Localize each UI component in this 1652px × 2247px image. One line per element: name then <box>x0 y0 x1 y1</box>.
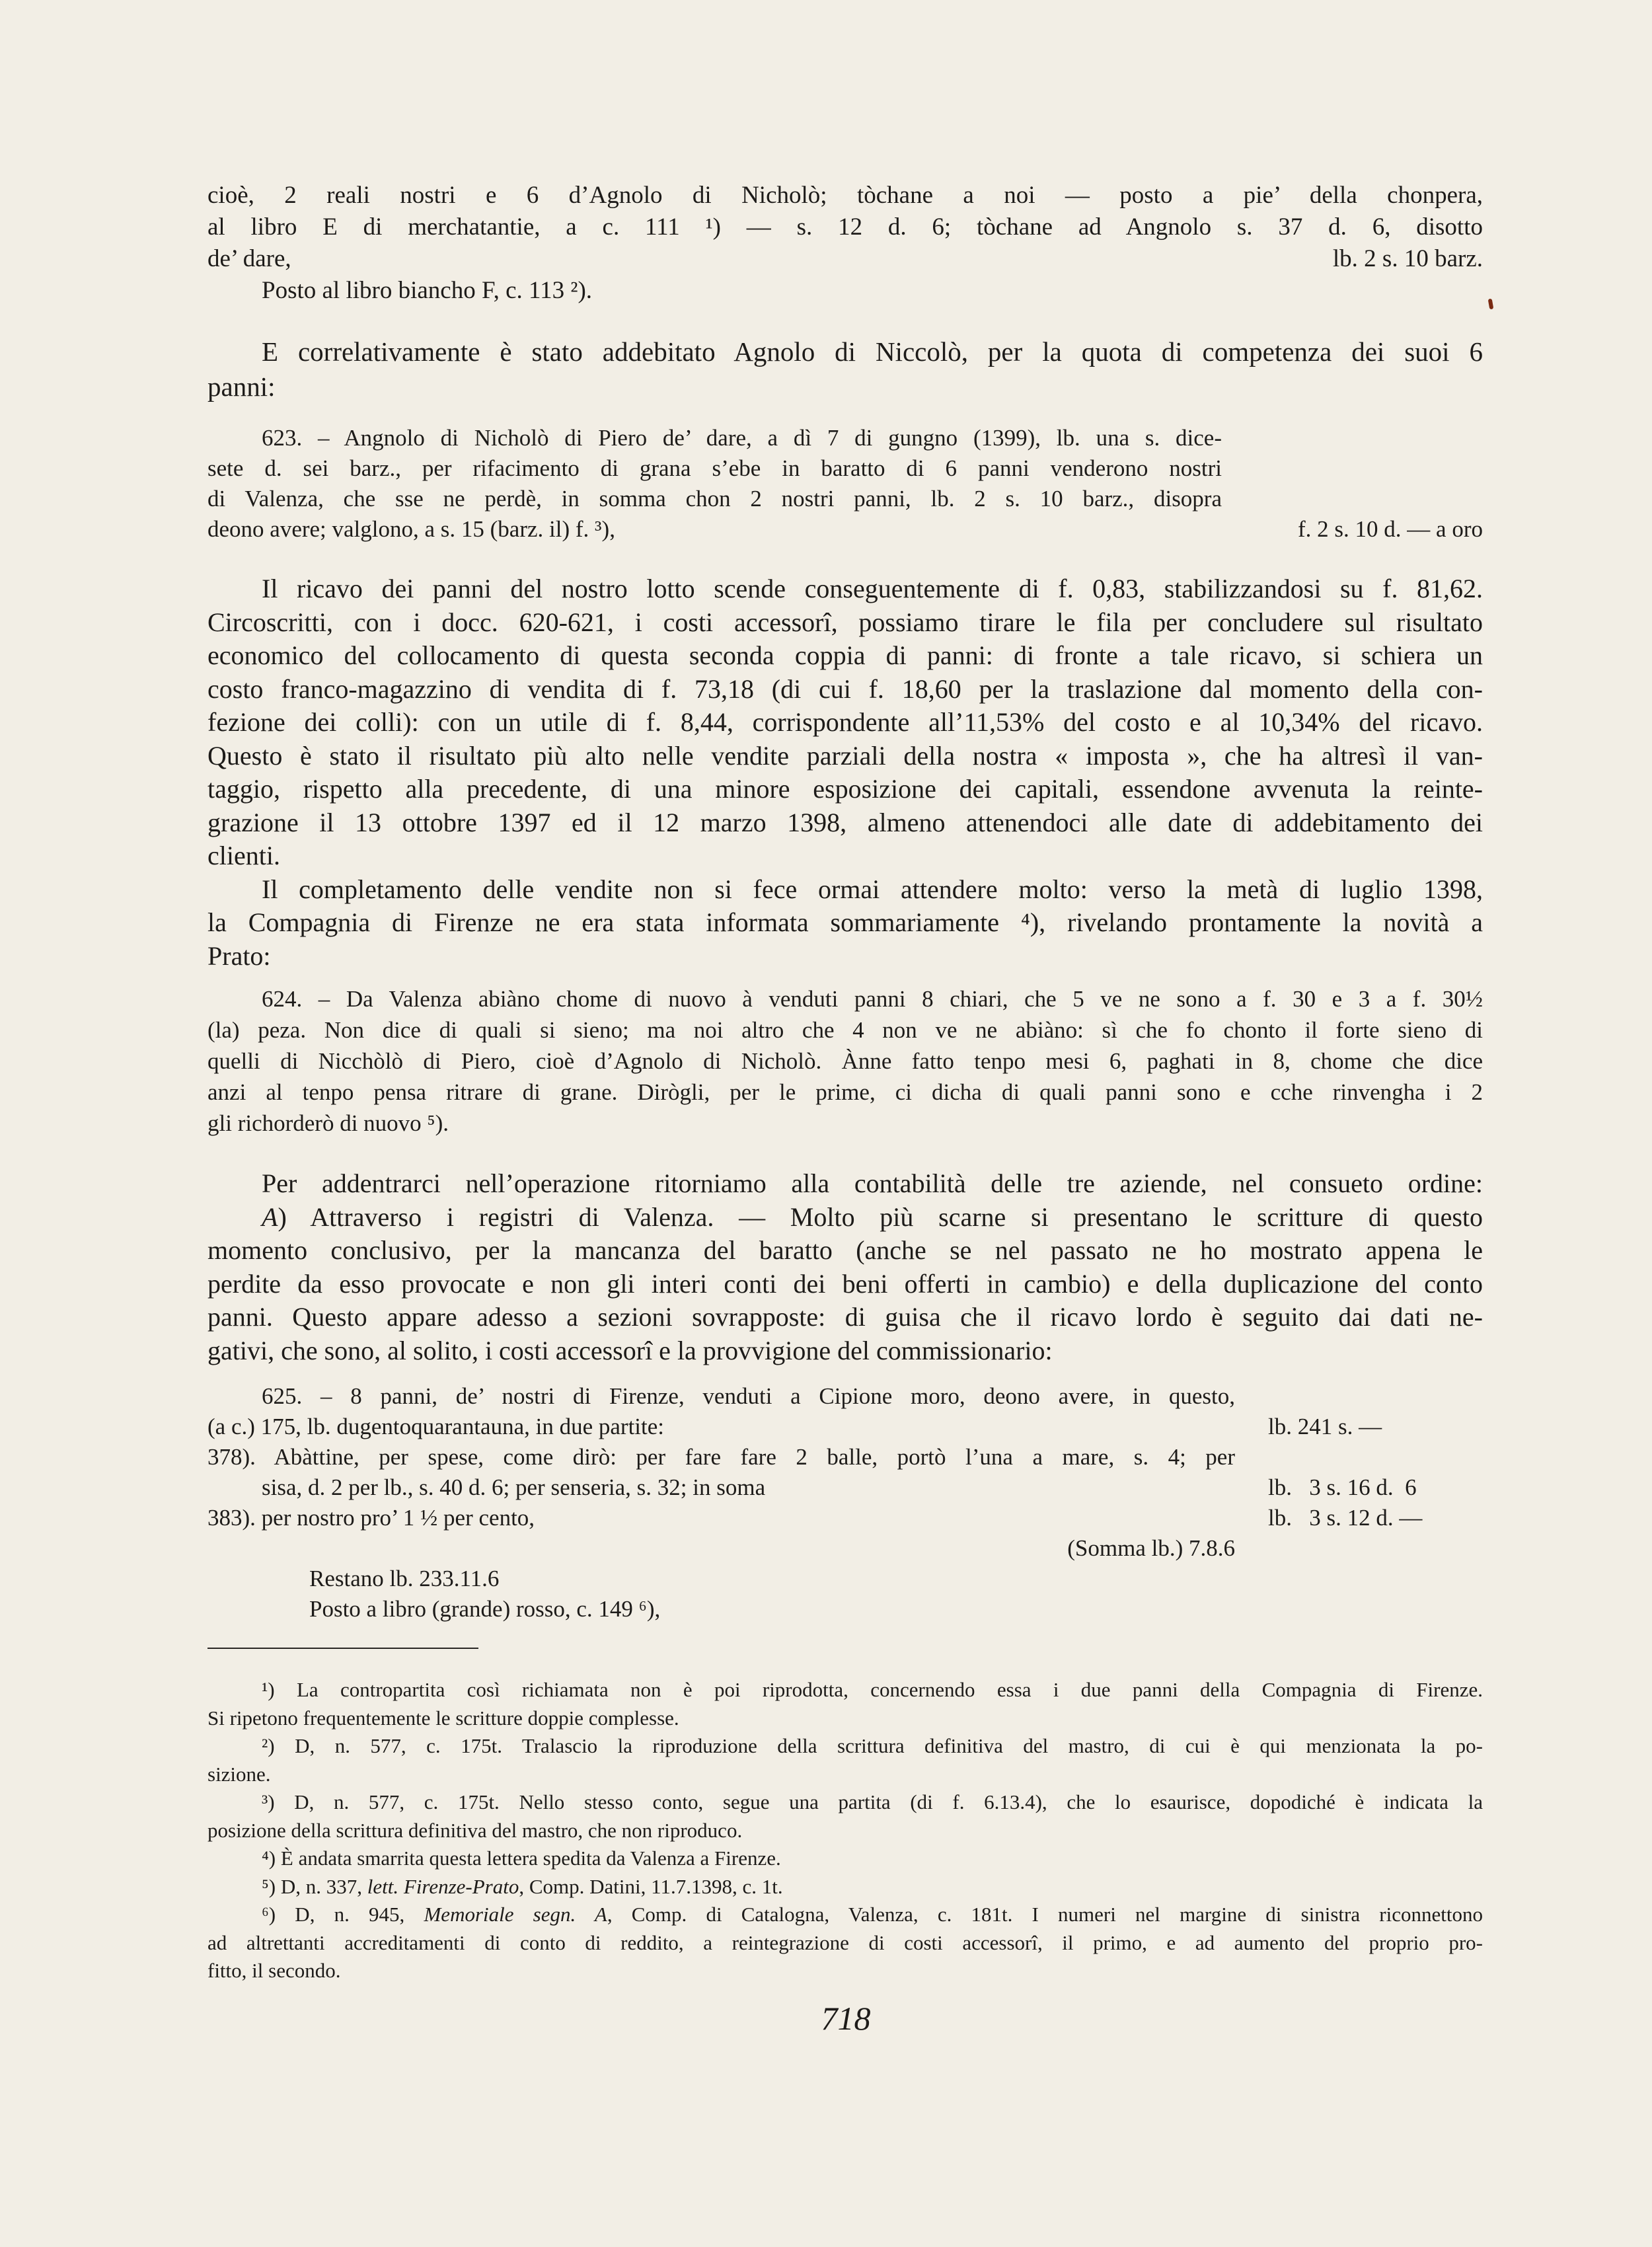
text-line: (la) peza. Non dice di quali si sieno; ma noi altro che 4 non ve ne abiàno: sì che fo chonto il forte sieno di <box>207 1017 1483 1043</box>
text-line: E correlativamente è stato addebitato Agnolo di Niccolò, per la quota di competenza dei suoi 6 <box>262 336 1483 367</box>
text-line: clienti. <box>207 841 280 870</box>
text-line: ²) D, n. 577, c. 175t. Tralascio la riproduzione della scrittura definitiva del mastro, di cui è qui menzionata la po- <box>262 1734 1483 1757</box>
ledger-amount: f. 2 s. 10 d. — a oro <box>1298 516 1483 542</box>
text-line: Posto a libro (grande) rosso, c. 149 ⁶), <box>309 1596 661 1622</box>
text-line: Per addentrarci nell’operazione ritorniamo alla contabilità delle tre aziende, nel consueto ordine: <box>262 1168 1483 1198</box>
text-line <box>262 1201 1483 1235</box>
ledger-amount: lb. 3 s. 12 d. — <box>1268 1505 1423 1531</box>
text-part: ⁶) D, n. 945, <box>262 1903 424 1926</box>
text-line: panni: <box>207 371 276 402</box>
italic-text: lett. Firenze-Prato <box>367 1874 519 1898</box>
entry-622-end <box>207 180 1483 307</box>
ledger-amount: lb. 3 s. 16 d. 6 <box>1268 1474 1417 1500</box>
text-line: sizione. <box>207 1762 271 1786</box>
text-line: Restano lb. 233.11.6 <box>309 1566 500 1591</box>
text-line: economico del collocamento di questa seconda coppia di panni: di fronte a tale ricavo, si schiera un <box>207 640 1483 670</box>
text-part: , Comp. Datini, 11.7.1398, c. 1t. <box>519 1874 783 1898</box>
text-line: (a c.) 175, lb. dugentoquarantauna, in due partite: <box>207 1414 665 1439</box>
text-line: 624. – Da Valenza abiàno chome di nuovo à venduti panni 8 chiari, che 5 ve ne sono a f. 30 e 3 a f. 30½ <box>262 986 1483 1012</box>
text-part: , Comp. di Catalogna, Valenza, c. 181t. I numeri nel margine di sinistra riconnettono <box>607 1903 1483 1926</box>
text-line <box>262 1901 1483 1929</box>
text-line: ³) D, n. 577, c. 175t. Nello stesso conto, segue una partita (di f. 6.13.4), che lo esaurisce, dopodiché è indicata la <box>262 1790 1483 1813</box>
text-line: costo franco-magazzino di vendita di f. 73,18 (di cui f. 18,60 per la traslazione dal momento della con- <box>207 673 1483 704</box>
ink-mark <box>1488 299 1494 310</box>
text-line: gli richorderò di nuovo ⁵). <box>207 1110 449 1136</box>
text-line: grazione il 13 ottobre 1397 ed il 12 marzo 1398, almeno attenendoci alle date di addebitamento dei <box>207 807 1483 837</box>
text-part: ) Attraverso i registri di Valenza. — Molto più scarne si presentano le scritture di questo <box>278 1201 1483 1232</box>
text-line: ¹) La contropartita così richiamata non è poi riprodotta, concernendo essa i due panni della Compagnia di Firenze. <box>262 1678 1483 1701</box>
ledger-amount: lb. 241 s. — <box>1268 1414 1382 1439</box>
text-line: sete d. sei barz., per rifacimento di grana s’ebe in baratto di 6 panni venderono nostri <box>207 455 1222 481</box>
text-line: momento conclusivo, per la mancanza del baratto (anche se nel passato ne ho mostrato appena le <box>207 1235 1483 1265</box>
entry-624 <box>207 983 1483 1139</box>
text-line: gativi, che sono, al solito, i costi accessorî e la provvigione del commissionario: <box>207 1335 1053 1365</box>
text-line: Il ricavo dei panni del nostro lotto scende conseguentemente di f. 0,83, stabilizzandosi su f. 81,62. <box>262 574 1483 603</box>
entry-623 <box>207 423 1483 545</box>
text-line: quelli di Nicchòlò di Piero, cioè d’Agnolo di Nicholò. Ànne fatto tenpo mesi 6, paghati in 8, chome che dice <box>207 1048 1483 1074</box>
text-line: ⁴) È andata smarrita questa lettera spedita da Valenza a Firenze. <box>262 1847 781 1870</box>
entry-625 <box>207 1381 1483 1624</box>
text-line: posizione della scrittura definitiva del mastro, che non riproduco. <box>207 1818 743 1842</box>
text-line: Il completamento delle vendite non si fece ormai attendere molto: verso la metà di luglio 1398, <box>262 874 1483 904</box>
para-ricavo <box>207 572 1483 973</box>
text-line: de’ dare, <box>207 245 291 272</box>
text-part: ⁵) D, n. 337, <box>262 1874 367 1898</box>
text-line: 625. – 8 panni, de’ nostri di Firenze, venduti a Cipione moro, deono avere, in questo, <box>262 1383 1235 1409</box>
text-line: deono avere; valglono, a s. 15 (barz. il) f. ³), <box>207 516 615 542</box>
text-line: cioè, 2 reali nostri e 6 d’Agnolo di Nicholò; tòchane a noi — posto a pie’ della chonpera, <box>207 182 1483 209</box>
text-line: Circoscritti, con i docc. 620-621, i costi accessorî, possiamo tirare le fila per concludere sul risultato <box>207 607 1483 637</box>
text-line: Si ripetono frequentemente le scritture doppie complesse. <box>207 1706 679 1730</box>
footnote-divider <box>207 1648 478 1649</box>
text-line: la Compagnia di Firenze ne era stata informata sommariamente ⁴), rivelando prontamente la novità a <box>207 907 1483 937</box>
page-number: 718 <box>821 2000 871 2037</box>
text-line: perdite da esso provocate e non gli interi conti dei beni offerti in cambio) e della duplicazione del conto <box>207 1268 1483 1299</box>
text-line: fitto, il secondo. <box>207 1959 341 1982</box>
text-line: sisa, d. 2 per lb., s. 40 d. 6; per senseria, s. 32; in soma <box>262 1474 766 1500</box>
text-line: (Somma lb.) 7.8.6 <box>1067 1535 1235 1561</box>
text-line: Posto al libro biancho F, c. 113 ²). <box>262 277 593 304</box>
text-line: anzi al tenpo pensa ritrare di grane. Dirògli, per le prime, ci dicha di quali panni sono e cche rinvengha i 2 <box>207 1079 1483 1105</box>
italic-text: Memoriale segn. A <box>424 1903 607 1926</box>
text-line: 623. – Angnolo di Nicholò di Piero de’ dare, a dì 7 di gungno (1399), lb. una s. dice- <box>262 425 1222 451</box>
text-line: taggio, rispetto alla precedente, di una minore esposizione dei capitali, essendone avvenuta la reinte- <box>207 774 1483 804</box>
text-line <box>262 1873 1483 1901</box>
italic-text: A <box>262 1201 278 1232</box>
para-correlativamente <box>207 334 1483 404</box>
text-line: 378). Abàttine, per spese, come dirò: per fare fare 2 balle, portò l’una a mare, s. 4; per <box>207 1444 1235 1470</box>
text-line: 383). per nostro pro’ 1 ½ per cento, <box>207 1505 535 1531</box>
text-line: al libro E di merchatantie, a c. 111 ¹) — s. 12 d. 6; tòchane ad Angnolo s. 37 d. 6, disotto <box>207 213 1483 241</box>
text-line: ad altrettanti accreditamenti di conto di reddito, a reintegrazione di costi accessorî, il primo, e ad aumento del proprio pro- <box>207 1930 1483 1954</box>
text-line: Prato: <box>207 940 271 971</box>
text-line: panni. Questo appare adesso a sezioni sovrapposte: di guisa che il ricavo lordo è seguito dai dati ne- <box>207 1302 1483 1332</box>
text-line: di Valenza, che sse ne perdè, in somma chon 2 nostri panni, lb. 2 s. 10 barz., disopra <box>207 486 1222 512</box>
footnotes <box>207 1676 1483 1985</box>
para-addentrarci <box>207 1167 1483 1367</box>
ledger-amount: lb. 2 s. 10 barz. <box>1332 245 1483 272</box>
text-line: fezione dei colli): con un utile di f. 8,44, corrispondente all’11,53% del costo e al 10,34% del ricavo. <box>207 707 1483 737</box>
text-line: Questo è stato il risultato più alto nelle vendite parziali della nostra « imposta », che ha altresì il van- <box>207 740 1483 771</box>
